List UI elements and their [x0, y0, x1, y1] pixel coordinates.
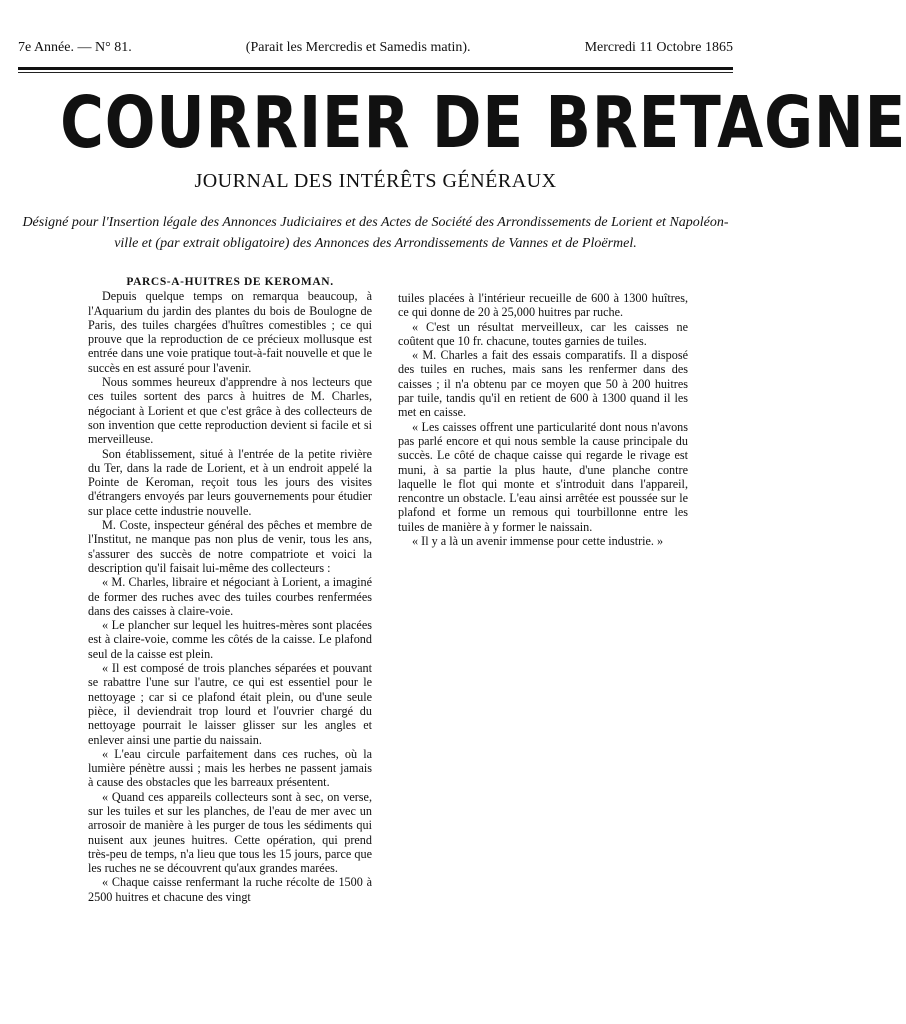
article-paragraph: « Il y a là un avenir immense pour cette industrie. » — [412, 534, 664, 549]
article-paragraph-continued: tuiles placées à l'intérieur recueille de 600 à 1300 huîtres, ce qui donne de 20 à 25,000 huitres par ruche. — [398, 291, 688, 320]
article-paragraph: « M. Charles, libraire et négociant à Lorient, a imaginé de former des ruches avec des tuiles courbes renfermées dans des caisses à claire-voie. — [88, 575, 372, 618]
article-paragraph: « Le plancher sur lequel les huitres-mères sont placées est à claire-voie, comme les côtés de la caisse. Le plafond seul de la caisse est plein. — [88, 618, 372, 661]
article-paragraph: Nous sommes heureux d'apprendre à nos lecteurs que ces tuiles sortent des parcs à huitres de M. Charles, négociant à Lorient et que c'est grâce à des collecteurs de son invention que cette reproduction devient si facile et si merveilleuse. — [88, 375, 372, 447]
article-paragraph: « Les caisses offrent une particularité dont nous n'avons pas parlé encore et qui nous semble la cause principale du succès. Le côté de chaque caisse qui regarde le rivage est muni, à sa partie la plus haute, d'une planche contre laquelle le flot qui monte et s'introduit dans l'appareil, rencontre un obstacle. L'eau ainsi arrêtée est poussée sur le plafond et forme un remous qui tourbillonne entre les tuiles de manière à y former le naissain. — [398, 419, 688, 534]
newspaper-subtitle: JOURNAL DES INTÉRÊTS GÉNÉRAUX — [194, 170, 557, 192]
article-column-right — [398, 291, 688, 548]
header-rule-bottom — [18, 72, 733, 73]
article-paragraph: « Chaque caisse renfermant la ruche récolte de 1500 à 2500 huitres et chacune des vingt — [88, 875, 372, 904]
issue-number: 7e Année. — N° 81. — [18, 40, 132, 55]
article-paragraph: « M. Charles a fait des essais comparatifs. Il a disposé des tuiles en ruches, mais sans les renfermer dans des caisses ; il n'a obtenu par ce moyen que 50 à 200 huitres par tuile, tandis qu'il en retient de 600 à 1300 quand il les met en caisse. — [398, 348, 688, 420]
article-column-left — [88, 275, 372, 904]
legal-designation: Désigné pour l'Insertion légale des Annonces Judiciaires et des Actes de Société des Arrondissements de Lorient et Napoléon-ville et (par extrait obligatoire) des Annonces des Arrondissements de Vannes et de Ploërmel. — [22, 215, 729, 251]
issue-header-line — [18, 40, 733, 62]
article-paragraph: Depuis quelque temps on remarqua beaucoup, à l'Aquarium du jardin des plantes du bois de Boulogne de Paris, des tuiles chargées d'huîtres comestibles ; ce qui prouve que la reproduction de ce précieux mollusque est entrée dans une voie pratique tout-à-fait nouvelle et que le succès en est assuré pour l'avenir. — [88, 289, 372, 375]
article-paragraph: « Il est composé de trois planches séparées et pouvant se rabattre l'une sur l'autre, ce qui est essentiel pour le nettoyage ; car si ce plafond était plein, ou d'une seule pièce, il deviendrait trop lourd et l'ouvrier chargé du nettoyage pourrait le laisser glisser sur les angles et enlever ainsi une partie du naissain. — [88, 661, 372, 747]
newspaper-title: COURRIER DE BRETAGNE — [60, 81, 906, 164]
issue-date: Mercredi 11 Octobre 1865 — [584, 40, 733, 55]
article-paragraph: « L'eau circule parfaitement dans ces ruches, où la lumière pénètre aussi ; mais les herbes ne passent jamais à cause des obstacles que les barreaux présentent. — [88, 746, 372, 790]
article-title: PARCS-A-HUITRES DE KEROMAN. — [126, 276, 334, 288]
article-paragraph: « Quand ces appareils collecteurs sont à sec, on verse, sur les tuiles et sur les planches, de l'eau de mer avec un arrosoir de manière à les purger de tous les sédiments qui nuisent aux jeunes huitres. Cette opération, qui prend très-peu de temps, n'a lieu que tous les 15 jours, parce que les ruches ne se découvrent qu'aux grandes marées. — [88, 789, 372, 876]
publication-schedule: (Parait les Mercredis et Samedis matin). — [245, 40, 471, 55]
header-rule-top — [18, 67, 733, 70]
article-paragraph: « C'est un résultat merveilleux, car les caisses ne coûtent que 10 fr. chacune, toutes garnies de tuiles. — [398, 319, 688, 348]
article-paragraph: M. Coste, inspecteur général des pêches et membre de l'Institut, ne manque pas non plus de venir, tous les ans, s'assurer des succès de notre compatriote et voici la description qu'il faisait lui-même des collecteurs : — [88, 518, 372, 575]
article-paragraph: Son établissement, situé à l'entrée de la petite rivière du Ter, dans la rade de Lorient, et à un endroit appelé la Pointe de Keroman, reçoit tous les jours des visites d'étrangers envoyés par leurs gouvernements pour étudier sur place cette industrie nouvelle. — [88, 446, 372, 518]
